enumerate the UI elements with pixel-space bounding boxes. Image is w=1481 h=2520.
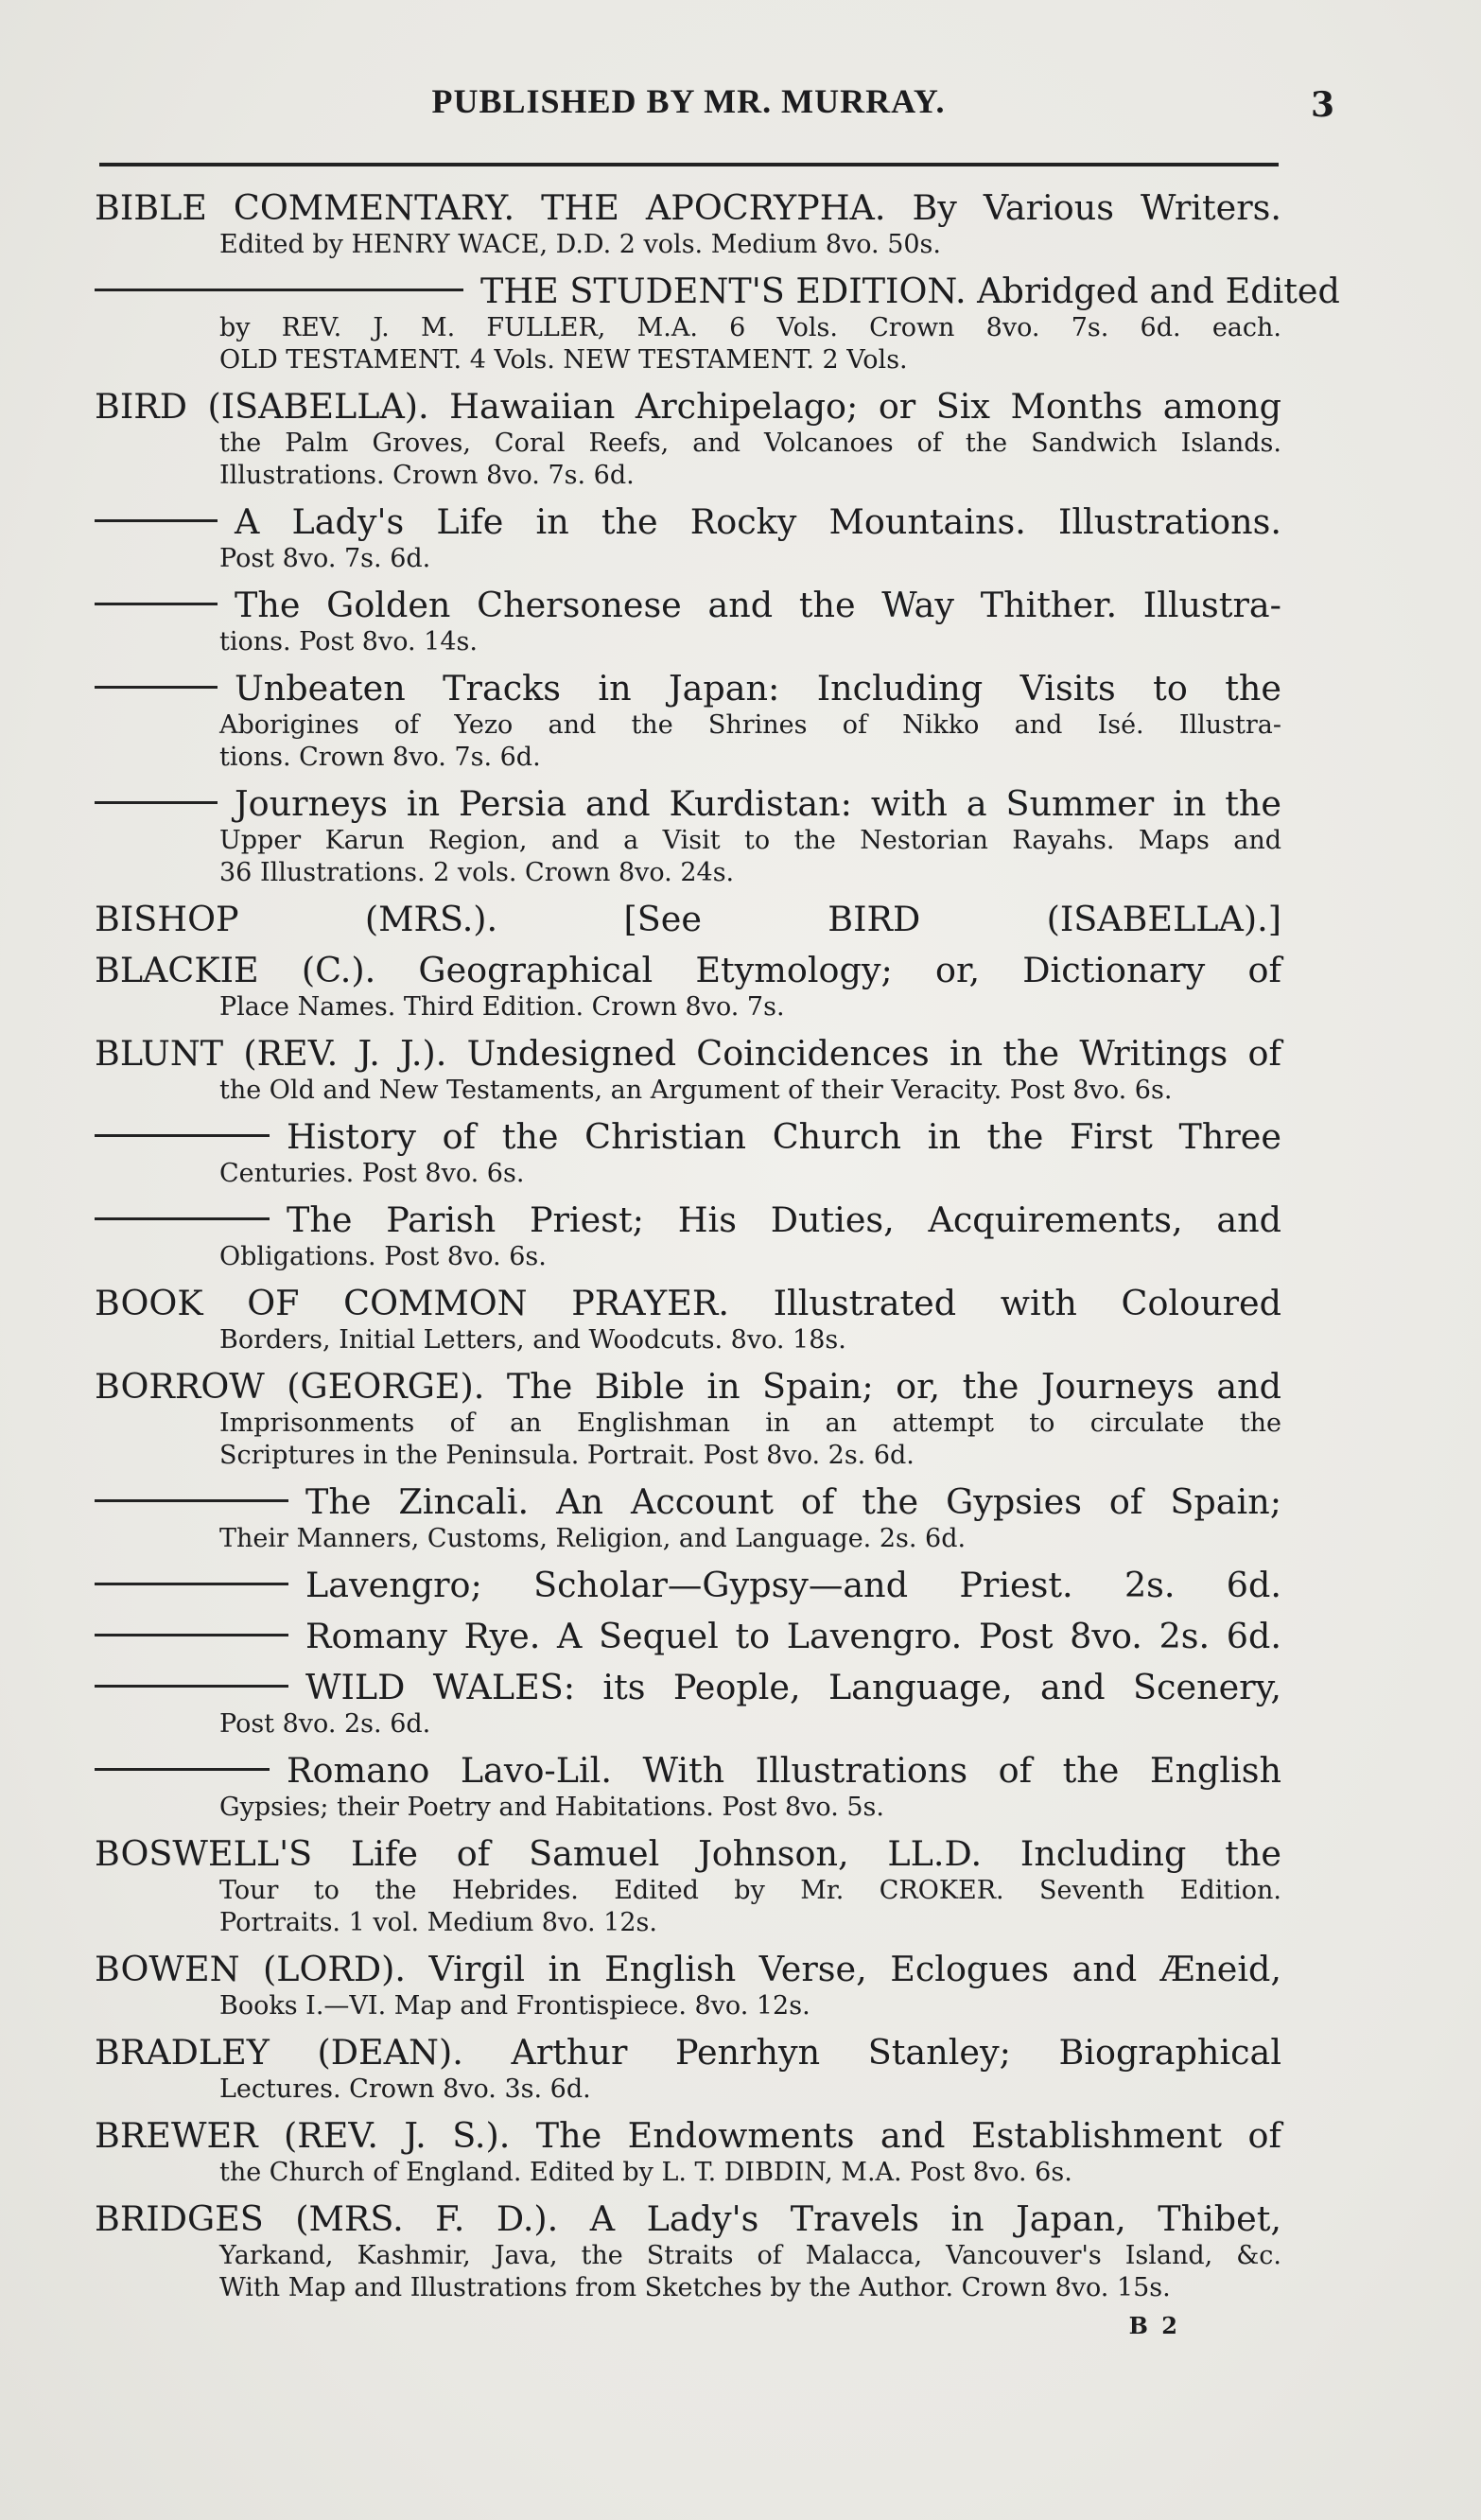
ditto-dash [95, 1685, 288, 1688]
entry-detail-line: Borders, Initial Letters, and Woodcuts. 8vo. 18s. [219, 1325, 846, 1355]
catalogue-entry [95, 271, 1340, 376]
header-rule [99, 163, 1279, 166]
entry-continuation-line [95, 1750, 1281, 1792]
entry-heading: BIRD (ISABELLA). Hawaiian Archipelago; or Six Months among [95, 386, 1281, 427]
entry-title: Journeys in Persia and Kurdistan: with a Summer in the [235, 783, 1281, 824]
entry-detail-line: Edited by HENRY WACE, D.D. 2 vols. Medium 8vo. 50s. [219, 230, 942, 259]
entry-continuation-line [95, 668, 1281, 709]
entry-continuation-line [95, 1481, 1281, 1523]
catalogue-entry [95, 2198, 1281, 2304]
entry-detail-line: the Old and New Testaments, an Argument of their Veracity. Post 8vo. 6s. [219, 1076, 1173, 1105]
entry-title: The Golden Chersonese and the Way Thither. Illustra- [235, 585, 1281, 625]
catalogue-entry [95, 783, 1281, 889]
entry-title: The Parish Priest; His Duties, Acquirements, and [287, 1199, 1281, 1240]
entry-title: Romano Lavo-Lil. With Illustrations of the English [287, 1750, 1281, 1791]
entry-detail-line: Illustrations. Crown 8vo. 7s. 6d. [219, 461, 635, 490]
catalogue-entries [95, 187, 1340, 2314]
ditto-dash [95, 801, 218, 804]
entry-detail-line: Centuries. Post 8vo. 6s. [219, 1159, 525, 1188]
entry-title: A Lady's Life in the Rocky Mountains. Illustrations. [235, 501, 1281, 542]
entry-heading: BORROW (GEORGE). The Bible in Spain; or, the Journeys and [95, 1366, 1281, 1407]
entry-detail-line: tions. Post 8vo. 14s. [219, 627, 478, 656]
catalogue-entry [95, 1949, 1281, 2022]
catalogue-entry [95, 386, 1281, 492]
entry-heading: BOSWELL'S Life of Samuel Johnson, LL.D. Including the [95, 1833, 1281, 1874]
entry-continuation-line [95, 1616, 1281, 1657]
entry-detail-line: With Map and Illustrations from Sketches by the Author. Crown 8vo. 15s. [219, 2273, 1171, 2302]
entry-detail-line: Scriptures in the Peninsula. Portrait. Post 8vo. 2s. 6d. [219, 1441, 915, 1470]
entry-heading: BOOK OF COMMON PRAYER. Illustrated with Coloured [95, 1283, 1281, 1323]
catalogue-entry [95, 668, 1281, 774]
ditto-dash [95, 1134, 270, 1137]
entry-continuation-line [95, 783, 1281, 825]
catalogue-entry [95, 1565, 1281, 1606]
running-head: PUBLISHED BY MR. MURRAY. [431, 82, 946, 120]
entry-detail-line: tions. Crown 8vo. 7s. 6d. [219, 743, 541, 772]
entry-detail-line: the Palm Groves, Coral Reefs, and Volcanoes of the Sandwich Islands. [219, 429, 1281, 458]
ditto-dash [95, 289, 463, 291]
catalogue-entry [95, 1833, 1281, 1939]
catalogue-entry [95, 950, 1281, 1024]
entry-detail-line: Obligations. Post 8vo. 6s. [219, 1242, 547, 1271]
entry-heading: BIBLE COMMENTARY. THE APOCRYPHA. By Various Writers. [95, 187, 1281, 228]
entry-detail-line: Aborigines of Yezo and the Shrines of Nikko and Isé. Illustra- [219, 710, 1281, 740]
ditto-dash [95, 1768, 270, 1771]
ditto-dash [95, 1634, 288, 1636]
entry-detail-line: Upper Karun Region, and a Visit to the Nestorian Rayahs. Maps and [219, 826, 1281, 855]
catalogue-entry [95, 1481, 1281, 1555]
entry-continuation-line [95, 585, 1281, 626]
entry-heading: BLUNT (REV. J. J.). Undesigned Coincidences in the Writings of [95, 1033, 1281, 1074]
entry-detail-line: Imprisonments of an Englishman in an attempt to circulate the [219, 1409, 1281, 1438]
entry-detail-line: Gypsies; their Poetry and Habitations. Post 8vo. 5s. [219, 1793, 884, 1822]
entry-detail-line: the Church of England. Edited by L. T. DIBDIN, M.A. Post 8vo. 6s. [219, 2158, 1072, 2187]
entry-title: History of the Christian Church in the First Three [287, 1116, 1281, 1157]
signature-mark: B 2 [1128, 2312, 1180, 2339]
entry-continuation-line [95, 501, 1281, 543]
entry-detail-line: Portraits. 1 vol. Medium 8vo. 12s. [219, 1908, 657, 1937]
entry-continuation-line [95, 271, 1340, 312]
entry-detail-line: OLD TESTAMENT. 4 Vols. NEW TESTAMENT. 2 Vols. [219, 345, 908, 375]
ditto-dash [95, 603, 218, 605]
entry-title: Romany Rye. A Sequel to Lavengro. Post 8vo. 2s. 6d. [305, 1616, 1281, 1656]
entry-detail-line: 36 Illustrations. 2 vols. Crown 8vo. 24s. [219, 858, 735, 887]
entry-detail-line: Post 8vo. 7s. 6d. [219, 544, 431, 573]
entry-detail-line: Post 8vo. 2s. 6d. [219, 1709, 431, 1739]
entry-title: THE STUDENT'S EDITION. Abridged and Edited [480, 271, 1340, 311]
ditto-dash [95, 519, 218, 522]
catalogue-entry [95, 585, 1281, 658]
catalogue-entry [95, 187, 1281, 261]
entry-continuation-line [95, 1565, 1281, 1606]
ditto-dash [95, 1583, 288, 1585]
catalogue-entry [95, 899, 1281, 940]
catalogue-entry [95, 1616, 1281, 1657]
entry-continuation-line [95, 1116, 1281, 1158]
catalogue-entry [95, 1283, 1281, 1356]
entry-detail-line: Place Names. Third Edition. Crown 8vo. 7s. [219, 992, 785, 1022]
catalogue-entry [95, 1199, 1281, 1273]
entry-title: Lavengro; Scholar—Gypsy—and Priest. 2s. 6d. [305, 1565, 1281, 1605]
entry-detail-line: by REV. J. M. FULLER, M.A. 6 Vols. Crown 8vo. 7s. 6d. each. [219, 313, 1281, 342]
entry-detail-line: Their Manners, Customs, Religion, and Language. 2s. 6d. [219, 1524, 967, 1553]
catalogue-entry [95, 1033, 1281, 1107]
entry-detail-line: Lectures. Crown 8vo. 3s. 6d. [219, 2074, 591, 2104]
entry-heading: BLACKIE (C.). Geographical Etymology; or, Dictionary of [95, 950, 1281, 990]
catalogue-entry [95, 1116, 1281, 1190]
page-header [99, 81, 1334, 138]
entry-detail-line: Tour to the Hebrides. Edited by Mr. CROKER. Seventh Edition. [219, 1876, 1281, 1905]
catalogue-entry [95, 2115, 1281, 2189]
page-number: 3 [1310, 85, 1334, 125]
entry-heading: BOWEN (LORD). Virgil in English Verse, Eclogues and Æneid, [95, 1949, 1281, 1989]
entry-title: WILD WALES: its People, Language, and Scenery, [305, 1667, 1281, 1707]
entry-detail-line: Yarkand, Kashmir, Java, the Straits of Malacca, Vancouver's Island, &c. [219, 2241, 1281, 2270]
entry-continuation-line [95, 1667, 1281, 1708]
entry-heading: BREWER (REV. J. S.). The Endowments and Establishment of [95, 2115, 1281, 2156]
ditto-dash [95, 686, 218, 689]
ditto-dash [95, 1499, 288, 1502]
entry-title: The Zincali. An Account of the Gypsies of Spain; [305, 1481, 1281, 1522]
ditto-dash [95, 1217, 270, 1220]
entry-heading: BRADLEY (DEAN). Arthur Penrhyn Stanley; Biographical [95, 2032, 1281, 2073]
catalogue-entry [95, 1366, 1281, 1472]
entry-title: Unbeaten Tracks in Japan: Including Visits to the [235, 668, 1281, 709]
entry-heading: BRIDGES (MRS. F. D.). A Lady's Travels in Japan, Thibet, [95, 2198, 1281, 2239]
catalogue-entry [95, 501, 1281, 575]
entry-detail-line: Books I.—VI. Map and Frontispiece. 8vo. 12s. [219, 1991, 810, 2021]
catalogue-entry [95, 1750, 1281, 1824]
entry-continuation-line [95, 1199, 1281, 1241]
catalogue-entry [95, 1667, 1281, 1741]
entry-heading: BISHOP (MRS.). [See BIRD (ISABELLA).] [95, 899, 1281, 939]
catalogue-entry [95, 2032, 1281, 2106]
